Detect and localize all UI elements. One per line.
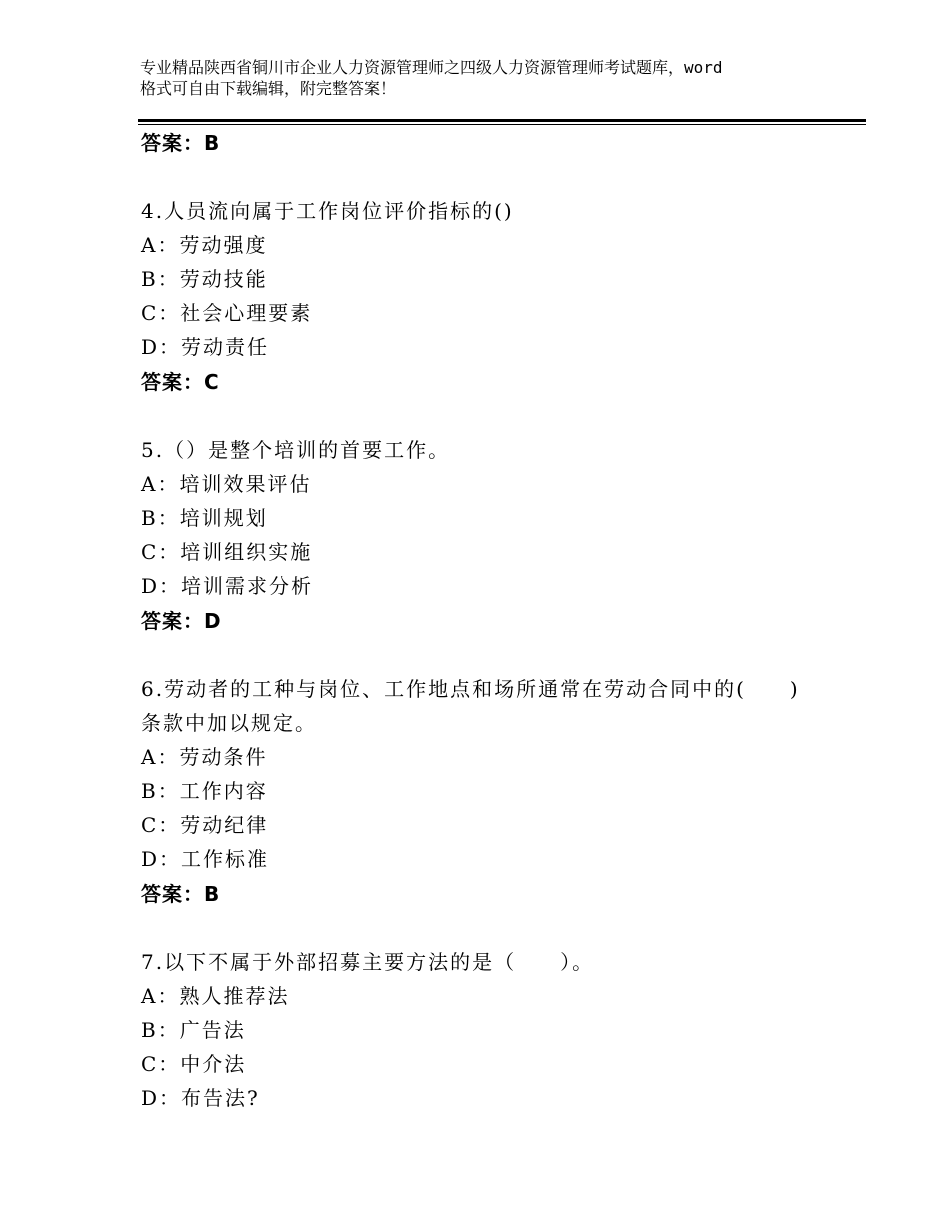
header-rule-thick bbox=[138, 119, 866, 122]
header-rule-thin bbox=[138, 124, 866, 125]
answer: 答案：C bbox=[141, 370, 220, 394]
option-b: B：工作内容 bbox=[141, 779, 268, 803]
option-c: C：中介法 bbox=[141, 1052, 247, 1076]
option-d: D：工作标准 bbox=[141, 847, 270, 871]
question-stem: 6.劳动者的工种与岗位、工作地点和场所通常在劳动合同中的( ) bbox=[141, 677, 800, 701]
question-stem: 5.（）是整个培训的首要工作。 bbox=[141, 438, 451, 462]
option-d: D：劳动责任 bbox=[141, 335, 270, 359]
option-a: A：劳动条件 bbox=[141, 745, 268, 769]
question-stem-continued: 条款中加以规定。 bbox=[141, 711, 317, 735]
option-c: C：劳动纪律 bbox=[141, 813, 269, 837]
question-stem: 4.人员流向属于工作岗位评价指标的() bbox=[141, 199, 514, 223]
option-c: C：培训组织实施 bbox=[141, 540, 313, 564]
answer-top: 答案：B bbox=[141, 131, 221, 155]
option-a: A：熟人推荐法 bbox=[141, 984, 290, 1008]
answer: 答案：B bbox=[141, 882, 221, 906]
option-d: D：布告法? bbox=[141, 1086, 260, 1110]
option-c: C：社会心理要素 bbox=[141, 301, 313, 325]
option-b: B：广告法 bbox=[141, 1018, 246, 1042]
option-a: A：劳动强度 bbox=[141, 233, 268, 257]
document-header bbox=[140, 57, 840, 99]
option-b: B：劳动技能 bbox=[141, 267, 268, 291]
option-a: A：培训效果评估 bbox=[141, 472, 312, 496]
header-line-2: 格式可自由下载编辑，附完整答案！ bbox=[140, 79, 397, 98]
header-line-1: 专业精品陕西省铜川市企业人力资源管理师之四级人力资源管理师考试题库，word bbox=[140, 58, 723, 77]
option-d: D：培训需求分析 bbox=[141, 574, 314, 598]
answer: 答案：D bbox=[141, 609, 222, 633]
question-stem: 7.以下不属于外部招募主要方法的是（ ）。 bbox=[141, 950, 595, 974]
option-b: B：培训规划 bbox=[141, 506, 268, 530]
